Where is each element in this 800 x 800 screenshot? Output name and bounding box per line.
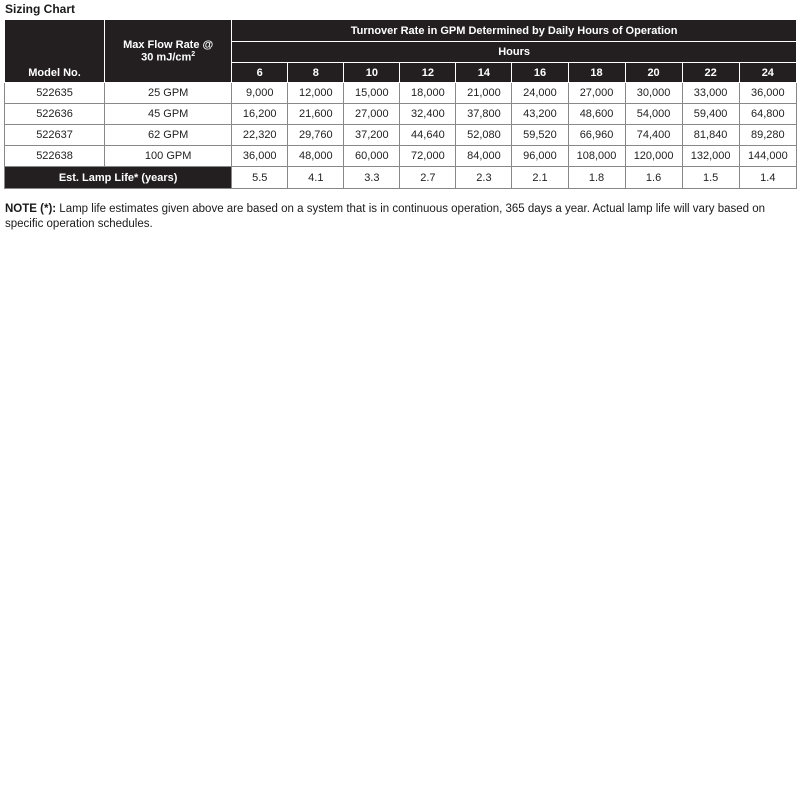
header-turnover: Turnover Rate in GPM Determined by Daily Hours of Operation [232,20,797,42]
turnover-cell: 33,000 [682,83,739,104]
hour-header: 22 [682,63,739,83]
turnover-cell: 29,760 [288,125,344,146]
hour-header: 20 [625,63,682,83]
header-hours: Hours [232,42,797,63]
footnote [5,202,795,232]
hour-header: 14 [456,63,512,83]
lamp-life-label: Est. Lamp Life* (years) [5,167,232,189]
model-cell: 522637 [5,125,105,146]
turnover-cell: 120,000 [625,146,682,167]
flow-cell: 100 GPM [105,146,232,167]
turnover-cell: 60,000 [344,146,400,167]
turnover-cell: 27,000 [344,104,400,125]
header-model: Model No. [5,20,105,83]
turnover-cell: 84,000 [456,146,512,167]
turnover-cell: 81,840 [682,125,739,146]
lamp-life-cell: 1.5 [682,167,739,189]
turnover-cell: 30,000 [625,83,682,104]
table-row [5,83,797,104]
turnover-cell: 64,800 [739,104,796,125]
turnover-cell: 59,400 [682,104,739,125]
hour-header: 6 [232,63,288,83]
turnover-cell: 89,280 [739,125,796,146]
turnover-cell: 36,000 [739,83,796,104]
model-cell: 522636 [5,104,105,125]
turnover-cell: 9,000 [232,83,288,104]
turnover-cell: 32,400 [400,104,456,125]
turnover-cell: 44,640 [400,125,456,146]
flow-cell: 45 GPM [105,104,232,125]
turnover-cell: 22,320 [232,125,288,146]
hour-header: 12 [400,63,456,83]
turnover-cell: 36,000 [232,146,288,167]
turnover-cell: 52,080 [456,125,512,146]
hour-header: 16 [512,63,568,83]
header-flow-line2: 30 mJ/cm [141,51,192,64]
lamp-life-cell: 1.4 [739,167,796,189]
turnover-cell: 48,000 [288,146,344,167]
turnover-cell: 48,600 [568,104,625,125]
turnover-cell: 15,000 [344,83,400,104]
turnover-cell: 144,000 [739,146,796,167]
note-text: Lamp life estimates given above are based on a system that is in continuous operation, 365 days a year. Actual lamp life will vary based on specific operation schedules. [5,203,766,230]
turnover-cell: 21,600 [288,104,344,125]
flow-cell: 25 GPM [105,83,232,104]
lamp-life-cell: 5.5 [232,167,288,189]
hour-header: 24 [739,63,796,83]
turnover-cell: 54,000 [625,104,682,125]
turnover-cell: 18,000 [400,83,456,104]
turnover-cell: 24,000 [512,83,568,104]
turnover-cell: 12,000 [288,83,344,104]
turnover-cell: 96,000 [512,146,568,167]
table-body [5,83,797,189]
sizing-table [4,19,797,189]
turnover-cell: 37,800 [456,104,512,125]
header-flow-rate [105,20,232,83]
turnover-cell: 74,400 [625,125,682,146]
turnover-cell: 59,520 [512,125,568,146]
turnover-cell: 27,000 [568,83,625,104]
lamp-life-cell: 3.3 [344,167,400,189]
turnover-cell: 72,000 [400,146,456,167]
note-label: NOTE (*): [5,203,57,215]
turnover-cell: 132,000 [682,146,739,167]
model-cell: 522638 [5,146,105,167]
turnover-cell: 43,200 [512,104,568,125]
model-cell: 522635 [5,83,105,104]
lamp-life-cell: 4.1 [288,167,344,189]
hour-header: 8 [288,63,344,83]
lamp-life-cell: 2.7 [400,167,456,189]
table-row [5,104,797,125]
table-row [5,125,797,146]
flow-cell: 62 GPM [105,125,232,146]
hour-header: 10 [344,63,400,83]
lamp-life-cell: 2.1 [512,167,568,189]
header-flow-line1: Max Flow Rate @ [123,38,214,51]
hour-header: 18 [568,63,625,83]
lamp-life-cell: 2.3 [456,167,512,189]
lamp-life-cell: 1.6 [625,167,682,189]
header-flow-sup: 2 [191,50,196,58]
turnover-cell: 16,200 [232,104,288,125]
lamp-life-row [5,167,797,189]
turnover-cell: 108,000 [568,146,625,167]
table-row [5,146,797,167]
chart-title: Sizing Chart [5,2,76,16]
lamp-life-cell: 1.8 [568,167,625,189]
turnover-cell: 66,960 [568,125,625,146]
turnover-cell: 21,000 [456,83,512,104]
turnover-cell: 37,200 [344,125,400,146]
